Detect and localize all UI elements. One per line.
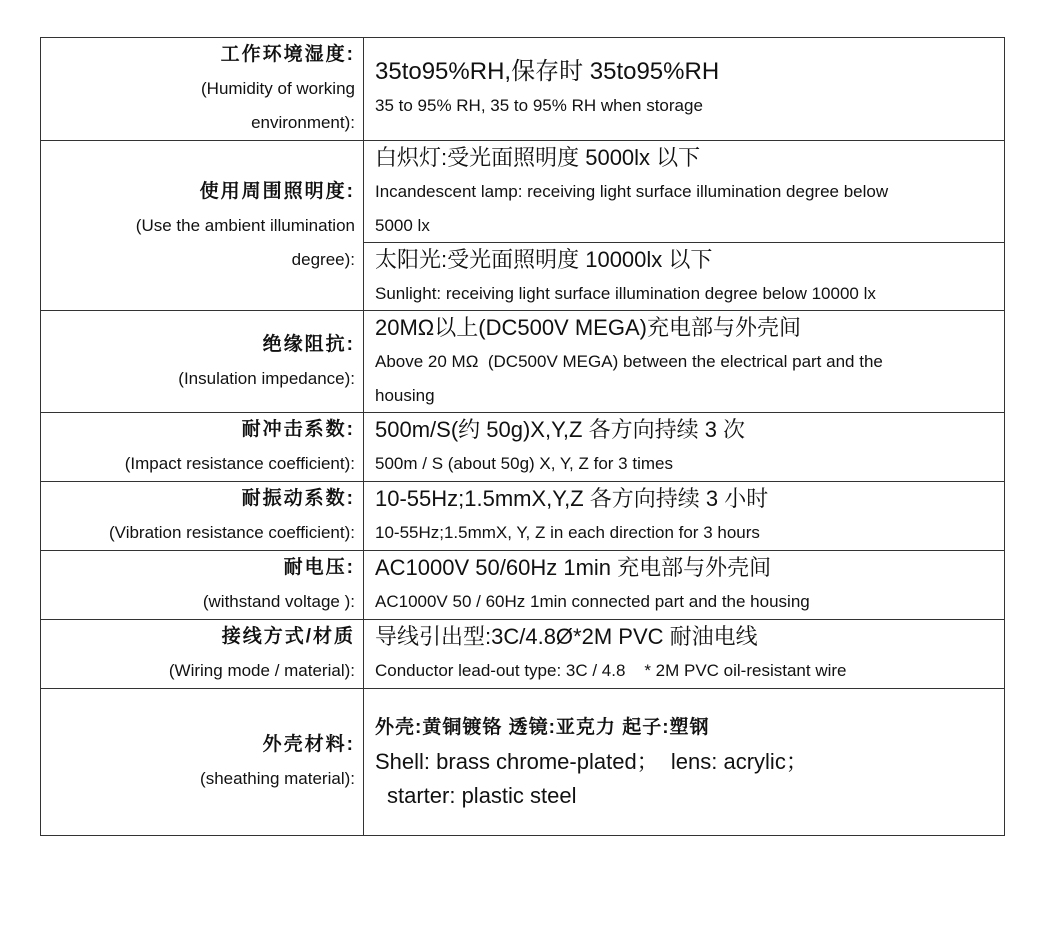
humidity-label-cell — [41, 38, 364, 140]
vibration-label-en: (Vibration resistance coefficient): — [109, 523, 355, 542]
impact-value-en: 500m / S (about 50g) X, Y, Z for 3 times — [375, 454, 673, 473]
spec-row-withstand-voltage — [41, 551, 1004, 620]
spec-row-insulation — [41, 311, 1004, 413]
spec-row-humidity — [41, 38, 1004, 141]
withstand-voltage-label-cell — [41, 551, 364, 619]
humidity-label-en-line-1: (Humidity of working — [201, 79, 355, 98]
sheathing-label-cn: 外壳材料: — [262, 734, 355, 755]
sheathing-value — [364, 689, 1004, 835]
sheathing-value-cell — [364, 689, 1004, 835]
incandescent-value-cn: 白炽灯:受光面照明度 5000lx 以下 — [375, 144, 701, 170]
illumination-label-cell — [41, 141, 364, 310]
incandescent-value — [364, 141, 1004, 243]
sheathing-label-en: (sheathing material): — [200, 769, 355, 788]
wiring-label-cn: 接线方式/材质 — [221, 626, 355, 647]
humidity-value-cn: 35to95%RH,保存时 35to95%RH — [375, 58, 720, 85]
spec-row-impact — [41, 413, 1004, 482]
withstand-voltage-value-cn: AC1000V 50/60Hz 1min 充电部与外壳间 — [375, 555, 772, 580]
sheathing-label-cell — [41, 689, 364, 835]
sheathing-value-en-line-2: starter: plastic steel — [387, 783, 577, 808]
withstand-voltage-label-en: (withstand voltage ): — [202, 592, 355, 611]
illumination-label-cn: 使用周围照明度: — [199, 180, 355, 202]
insulation-value-cn: 20MΩ以上(DC500V MEGA)充电部与外壳间 — [375, 314, 801, 340]
impact-value-cell — [364, 413, 1004, 481]
sheathing-value-en-line-1: Shell: brass chrome-plated； lens: acrylic； — [375, 749, 808, 774]
insulation-value — [364, 311, 1004, 412]
impact-value-cn: 500m/S(约 50g)X,Y,Z 各方向持续 3 次 — [375, 417, 746, 442]
withstand-voltage-value-en: AC1000V 50 / 60Hz 1min connected part and the housing — [375, 592, 810, 611]
illumination-value-cell — [364, 141, 1004, 310]
impact-label-en: (Impact resistance coefficient): — [124, 454, 355, 473]
spec-row-vibration — [41, 482, 1004, 551]
impact-label-cell — [41, 413, 364, 481]
incandescent-value-en-line-1: Incandescent lamp: receiving light surface illumination degree below — [375, 181, 889, 201]
vibration-value — [364, 482, 1004, 550]
spec-row-sheathing — [41, 689, 1004, 836]
impact-label-cn: 耐冲击系数: — [241, 419, 355, 440]
insulation-value-en-line-2: housing — [375, 385, 435, 405]
vibration-value-cell — [364, 482, 1004, 550]
impact-value — [364, 413, 1004, 481]
vibration-value-cn: 10-55Hz;1.5mmX,Y,Z 各方向持续 3 小时 — [375, 486, 769, 511]
humidity-value-cell — [364, 38, 1004, 140]
sunlight-value-en: Sunlight: receiving light surface illumination degree below 10000 lx — [375, 283, 876, 303]
humidity-label-en-line-2: environment): — [251, 113, 355, 132]
wiring-value-en: Conductor lead-out type: 3C / 4.8 * 2M PVC oil-resistant wire — [375, 661, 847, 680]
wiring-value-cn: 导线引出型:3C/4.8Ø*2M PVC 耐油电线 — [375, 624, 758, 649]
sunlight-value-cn: 太阳光:受光面照明度 10000lx 以下 — [375, 246, 713, 272]
incandescent-value-en-line-2: 5000 lx — [375, 215, 430, 235]
wiring-label-cell — [41, 620, 364, 688]
spec-table — [40, 37, 1005, 836]
sheathing-value-cn: 外壳:黄铜镀铬 透镜:亚克力 起子:塑钢 — [375, 717, 710, 738]
wiring-value-cell — [364, 620, 1004, 688]
vibration-label-cell — [41, 482, 364, 550]
humidity-label-cn: 工作环境湿度: — [220, 44, 355, 65]
vibration-value-en: 10-55Hz;1.5mmX, Y, Z in each direction for 3 hours — [375, 523, 760, 542]
vibration-label-cn: 耐振动系数: — [241, 488, 355, 509]
spec-row-wiring — [41, 620, 1004, 689]
wiring-label-en: (Wiring mode / material): — [168, 661, 355, 680]
wiring-value — [364, 620, 1004, 688]
insulation-label-cell — [41, 311, 364, 412]
withstand-voltage-value-cell — [364, 551, 1004, 619]
withstand-voltage-label-cn: 耐电压: — [283, 557, 355, 578]
insulation-value-en-line-1: Above 20 MΩ (DC500V MEGA) between the electrical part and the — [375, 351, 883, 371]
illumination-label-en-line-1: (Use the ambient illumination — [135, 215, 355, 235]
insulation-label-cn: 绝缘阻抗: — [262, 333, 355, 355]
withstand-voltage-value — [364, 551, 1004, 619]
humidity-value-en: 35 to 95% RH, 35 to 95% RH when storage — [375, 96, 703, 115]
humidity-value — [364, 38, 1004, 140]
insulation-value-cell — [364, 311, 1004, 412]
sunlight-value — [364, 243, 1004, 310]
spec-row-illumination — [41, 141, 1004, 311]
illumination-label-en-line-2: degree): — [291, 249, 355, 269]
insulation-label-en: (Insulation impedance): — [178, 368, 355, 388]
